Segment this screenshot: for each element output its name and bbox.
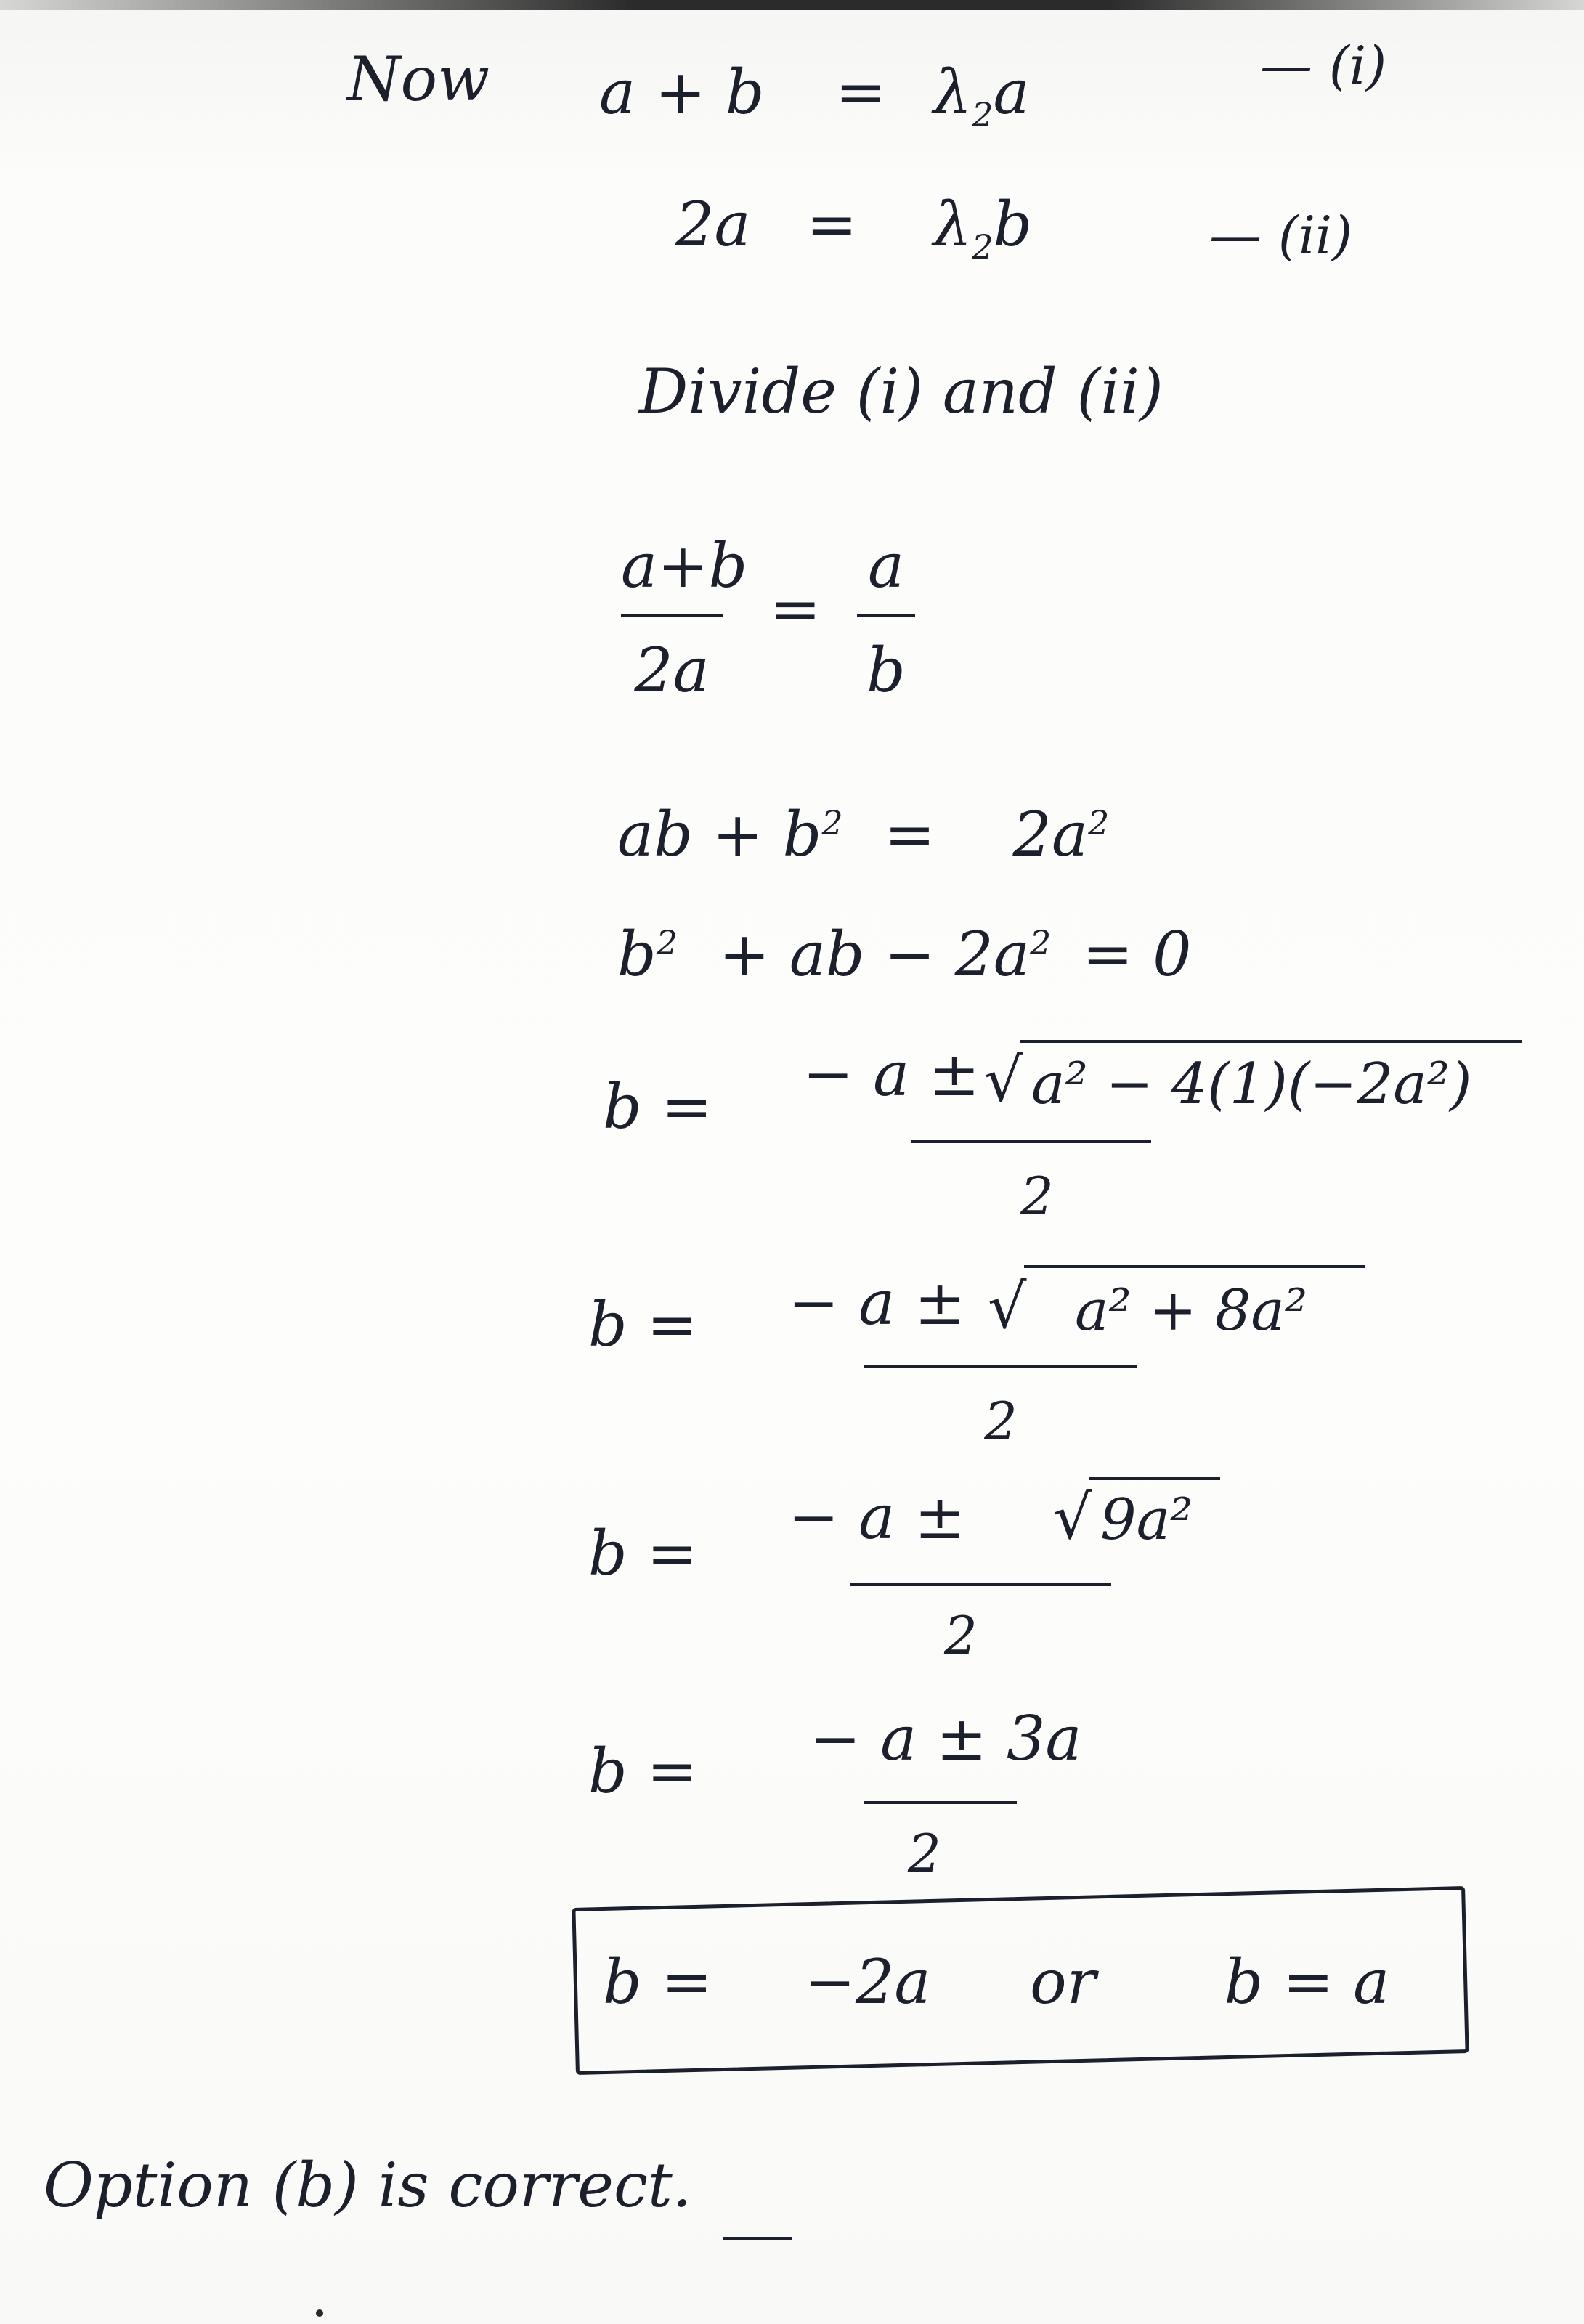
quad-1-fraction-bar <box>911 1140 1151 1143</box>
quad-4-denominator: 2 <box>908 1823 941 1884</box>
result-second-root: b = a <box>1224 1946 1390 2018</box>
sqrt-symbol: √ <box>984 1044 1023 1116</box>
fraction-bar <box>621 614 723 617</box>
step-2-b: b <box>617 919 657 990</box>
exponent: 2 <box>1030 923 1052 962</box>
equation-i-tag: — (i) <box>1260 35 1387 96</box>
lambda-subscript: 2 <box>972 94 994 134</box>
step-1-right: 2a <box>1012 799 1089 870</box>
sqrt-overline <box>1020 1040 1522 1043</box>
equation-ii-equals: = <box>806 189 858 260</box>
equation-i <box>599 57 765 128</box>
quad-2-lhs: b = <box>588 1289 698 1360</box>
quad-4-lhs: b = <box>588 1736 698 1807</box>
now-label: Now <box>347 44 490 115</box>
step-2-equation <box>617 919 1192 990</box>
step-1-left: ab + b <box>617 799 822 870</box>
instruction-text: Divide (i) and (ii) <box>639 356 1163 427</box>
lambda-symbol: λ <box>933 189 972 260</box>
exponent: 2 <box>821 803 843 842</box>
equation-i-rhs-var: a <box>993 57 1030 128</box>
quad-3-numerator-prefix: − a ± <box>788 1482 966 1553</box>
ratio-right-numerator: a <box>867 530 905 601</box>
quad-3-fraction-bar <box>850 1583 1111 1586</box>
quad-3-lhs: b = <box>588 1518 698 1589</box>
quad-2-numerator-prefix: − a ± <box>788 1267 966 1338</box>
quad-2-radicand: a² + 8a² <box>1075 1278 1308 1344</box>
quad-3-radicand: 9a² <box>1100 1487 1193 1553</box>
quad-2-fraction-bar <box>864 1365 1137 1368</box>
equation-i-lhs: a + b <box>599 57 765 128</box>
sqrt-symbol: √ <box>988 1271 1027 1342</box>
fraction-bar <box>857 614 915 617</box>
sqrt-symbol: √ <box>1053 1482 1092 1553</box>
ratio-left-fraction <box>621 530 748 706</box>
quad-4-numerator: − a ± 3a <box>810 1703 1082 1774</box>
conclusion-text: Option (b) is correct. <box>44 2150 692 2221</box>
equation-ii-lhs: 2a <box>675 189 751 260</box>
quad-3-denominator: 2 <box>944 1605 978 1666</box>
ink-dot <box>316 2309 323 2317</box>
quad-1-numerator-prefix: − a ± <box>803 1039 980 1110</box>
step-1-equation <box>617 799 1109 870</box>
exponent: 2 <box>1088 803 1110 842</box>
exponent: 2 <box>656 923 678 962</box>
sqrt-overline <box>1024 1265 1365 1268</box>
equation-ii-rhs <box>933 189 1033 267</box>
ratio-left-denominator: 2a <box>634 635 710 706</box>
ratio-right-denominator: b <box>866 635 906 706</box>
quad-2-denominator: 2 <box>984 1391 1018 1452</box>
quad-1-denominator: 2 <box>1020 1166 1054 1227</box>
quad-4-fraction-bar <box>864 1801 1017 1804</box>
quad-1-lhs: b = <box>603 1071 712 1142</box>
conclusion-underline <box>723 2237 792 2240</box>
sqrt-overline <box>1089 1477 1220 1480</box>
ratio-right-fraction <box>857 530 915 706</box>
top-edge-shadow <box>0 0 1584 10</box>
ratio-left-numerator: a+b <box>621 530 748 601</box>
equation-i-rhs <box>933 57 1030 134</box>
equation-i-equals: = <box>835 57 887 128</box>
step-2-end: = 0 <box>1082 919 1192 990</box>
result-or: or <box>1030 1946 1096 2018</box>
equation-ii-rhs-var: b <box>993 189 1033 260</box>
quad-1-radicand: a² − 4(1)(−2a²) <box>1031 1052 1472 1117</box>
step-1-equals: = <box>884 799 935 870</box>
result-first-root: −2a <box>804 1946 931 2018</box>
lambda-symbol: λ <box>933 57 972 128</box>
result-lhs: b = <box>603 1946 712 2018</box>
ratio-equals: = <box>770 574 821 645</box>
result-line <box>603 1946 1389 2018</box>
step-2-middle: + ab − 2a <box>718 919 1031 990</box>
equation-ii-tag: — (ii) <box>1209 205 1353 266</box>
lambda-subscript: 2 <box>972 227 994 267</box>
